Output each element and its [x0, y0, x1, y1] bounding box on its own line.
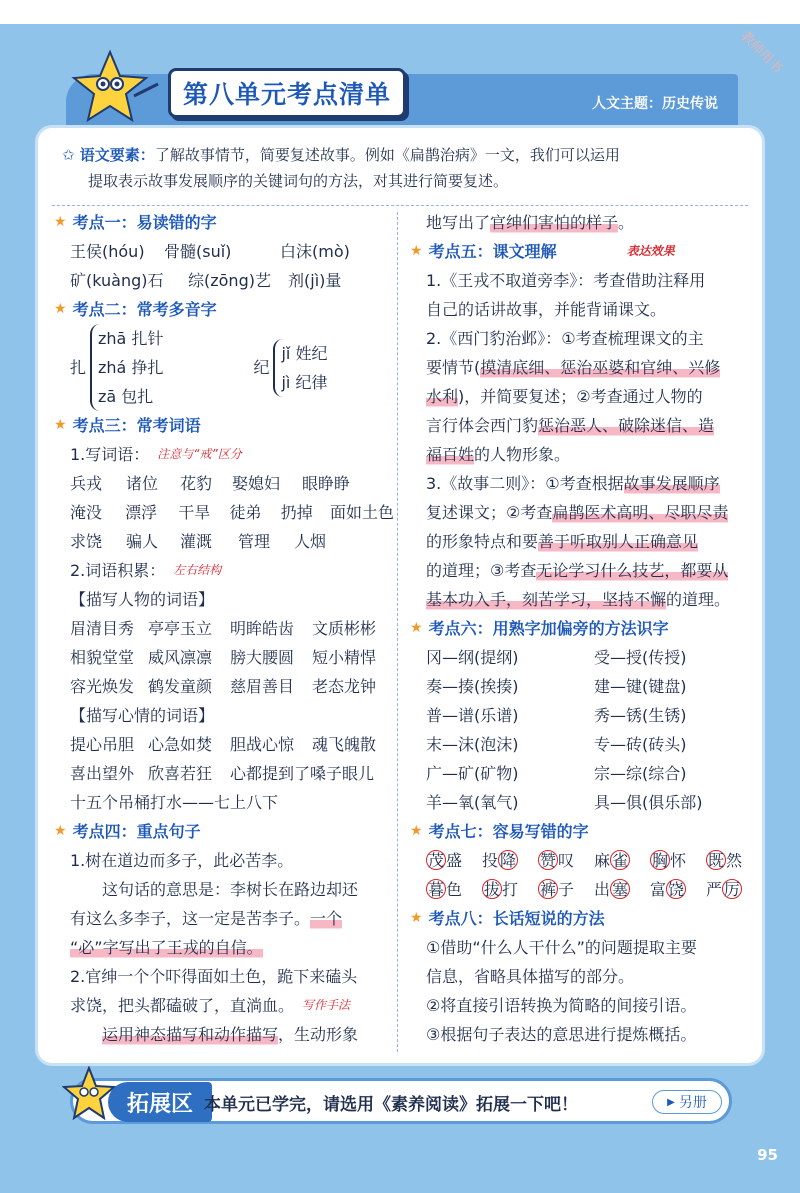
text-line: ③根据句子表达的意思进行提炼概括。	[426, 1025, 697, 1044]
extension-badge: 拓展区	[108, 1082, 212, 1122]
sentence-question: 求饶，把头都磕破了，直淌血。 写作手法	[54, 991, 394, 1020]
section-heading: ★ 考点三：常考词语	[54, 411, 394, 440]
word-row: 眉清目秀 亭亭玉立 明眸皓齿 文质彬彬	[70, 619, 377, 638]
sentence-answer: 地写出了 官绅们害怕的样子 。	[410, 208, 750, 237]
polyphone-list: zhā 扎针 zhá 挣扎 zā 包扎	[90, 324, 163, 411]
section-heading: ★ 考点六：用熟字加偏旁的方法识字	[410, 614, 750, 643]
watermark: 教师用书	[737, 28, 786, 77]
text-line: ②将直接引语转换为简略的间接引语。	[426, 996, 697, 1015]
text-line: 的道理；③考查 无论学习什么技艺，都要从	[410, 556, 750, 585]
star-icon: ★	[54, 301, 67, 317]
section-heading: ★ 考点五：课文理解 表达效果	[410, 237, 750, 266]
star-icon: ★	[410, 823, 423, 839]
yuwen-line-2: 提取表示故事发展顺序的关键词句的方法，对其进行简要复述。	[88, 172, 509, 190]
word-row: 王侯(hóu) 骨髓(suǐ) 白沫(mò)	[70, 242, 350, 261]
divider-horizontal	[52, 205, 748, 206]
section-heading: ★ 考点四：重点句子	[54, 817, 394, 846]
polyphone-block: 扎 zhā 扎针 zhá 挣扎 zā 包扎 纪 jǐ 姓纪 jì 纪律	[54, 324, 394, 411]
word-row: 淹没 漂浮 干旱 徒弟 扔掉 面如土色	[70, 503, 394, 522]
word-row: 矿(kuàng)石 综(zōng)艺 剂(jì)量	[70, 271, 342, 290]
char-pair-row: 羊—氧(氧气) 具—俱(俱乐部)	[426, 793, 703, 812]
word-row: 提心吊胆 心急如焚 胆战心惊 魂飞魄散	[70, 735, 377, 754]
text-line: 自己的话讲故事，并能背诵课文。	[426, 300, 667, 319]
star-icon: ★	[410, 620, 423, 636]
divider-vertical	[397, 212, 398, 1052]
yuwen-label: ✩ 语文要素：	[62, 146, 155, 164]
star-mascot-icon	[70, 48, 160, 128]
char-pair-row: 广—矿(矿物) 宗—综(综合)	[426, 764, 687, 783]
page-title: 第八单元考点清单	[182, 80, 391, 109]
text-line: 基本功入手，刻苦学习，坚持不懈 的道理。	[410, 585, 750, 614]
sentence-answer: “必”字写出了王戎的自信。	[54, 933, 394, 962]
word-row: 相貌堂堂 威风凛凛 膀大腰圆 短小精悍	[70, 648, 377, 667]
text-line: 水利 )，并简要复述；②考查通过人物的	[410, 382, 750, 411]
text-line: 复述课文；②考查 扁鹊医术高明、尽职尽责	[410, 498, 750, 527]
category-label: 【描写心情的词语】	[70, 706, 215, 725]
text-line: 言行体会西门豹 惩治恶人、破除迷信、造	[410, 411, 750, 440]
star-icon: ★	[54, 417, 67, 433]
handwritten-note: 表达效果	[626, 244, 675, 258]
text-line: 2.《西门豹治邺》：①考查梳理课文的主	[426, 329, 704, 348]
text-line: 信息，省略具体描写的部分。	[426, 967, 635, 986]
char-pair-row: 奏—揍(挨揍) 建—键(键盘)	[426, 677, 687, 696]
separate-volume-button[interactable]: ▶ 另册	[652, 1090, 722, 1114]
sentence-answer: 运用神态描写和动作描写 ，生动形象	[54, 1020, 394, 1049]
idiom-line: 十五个吊桶打水——七上八下	[70, 793, 279, 812]
yuwen-line-1: ✩ 语文要素：了解故事情节，简要复述故事。例如《扁鹊治病》一文，我们可以运用	[62, 146, 620, 164]
text-line: ①借助“什么人干什么”的问题提取主要	[426, 938, 697, 957]
left-column	[54, 208, 394, 1049]
subheading: 1.写词语： 注意与“戒”区分	[54, 440, 394, 469]
yuwen-section	[62, 142, 738, 194]
sentence-question: 1.树在道边而多子，此必苦李。	[70, 851, 294, 870]
text-line: 3.《故事二则》：①考查根据 故事发展顺序	[410, 469, 750, 498]
section-heading: ★ 考点二：常考多音字	[54, 295, 394, 324]
polyphone-list: jǐ 姓纪 jì 纪律	[273, 339, 327, 397]
category-label: 【描写人物的词语】	[70, 590, 215, 609]
handwritten-note: 注意与“戒”区分	[157, 447, 242, 461]
star-icon: ★	[410, 910, 423, 926]
theme-label: 人文主题：历史传说	[592, 96, 718, 112]
word-row: 求饶 骗人 灌溉 管理 人烟	[70, 532, 327, 551]
unit-title-box	[168, 68, 406, 118]
star-icon: ★	[54, 214, 67, 230]
section-heading: ★ 考点一：易读错的字	[54, 208, 394, 237]
text-line: 福百姓 的人物形象。	[410, 440, 750, 469]
char-pair-row: 末—沫(泡沫) 专—砖(砖头)	[426, 735, 687, 754]
text-line: 的形象特点和要 善于听取别人正确意见	[410, 527, 750, 556]
handwritten-note: 左右结构	[173, 563, 222, 577]
handwritten-note: 写作手法	[302, 998, 351, 1012]
right-column	[410, 208, 750, 1049]
subheading: 2.词语积累： 左右结构	[54, 556, 394, 585]
star-icon: ★	[54, 823, 67, 839]
typo-word-row: 暮 色 拔 打 裤 子 出 塞 富 饶 严 厉	[427, 880, 741, 899]
page-number: 95	[757, 1146, 778, 1164]
star-icon: ★	[410, 243, 423, 259]
section-heading: ★ 考点八：长话短说的方法	[410, 904, 750, 933]
text-line: 要情节( 摸清底细、惩治巫婆和官绅、兴修	[410, 353, 750, 382]
text-line: 1.《王戎不取道旁李》：考查借助注释用	[426, 271, 706, 290]
word-row: 容光焕发 鹤发童颜 慈眉善目 老态龙钟	[70, 677, 377, 696]
char-pair-row: 普—谱(乐谱) 秀—锈(生锈)	[426, 706, 687, 725]
extension-text: 本单元已学完，请选用《素养阅读》拓展一下吧！	[204, 1095, 578, 1115]
word-row: 兵戎 诸位 花豹 娶媳妇 眼睁睁	[70, 474, 351, 493]
word-row: 喜出望外 欣喜若狂 心都提到了嗓子眼儿	[70, 764, 375, 783]
sentence-question: 2.官绅一个个吓得面如土色，跪下来磕头	[70, 967, 358, 986]
typo-word-row: 茂 盛 投 降 赞 叹 麻 雀 胸 怀 既 然	[427, 851, 743, 870]
char-pair-row: 冈—纲(提纲) 受—授(传授)	[426, 648, 687, 667]
sentence-answer: 这句话的意思是：李树长在路边却还	[102, 880, 359, 899]
sentence-answer: 有这么多李子，这一定是苦李子。 一个	[54, 904, 394, 933]
play-icon: ▶	[667, 1096, 675, 1108]
section-heading: ★ 考点七：容易写错的字	[410, 817, 750, 846]
